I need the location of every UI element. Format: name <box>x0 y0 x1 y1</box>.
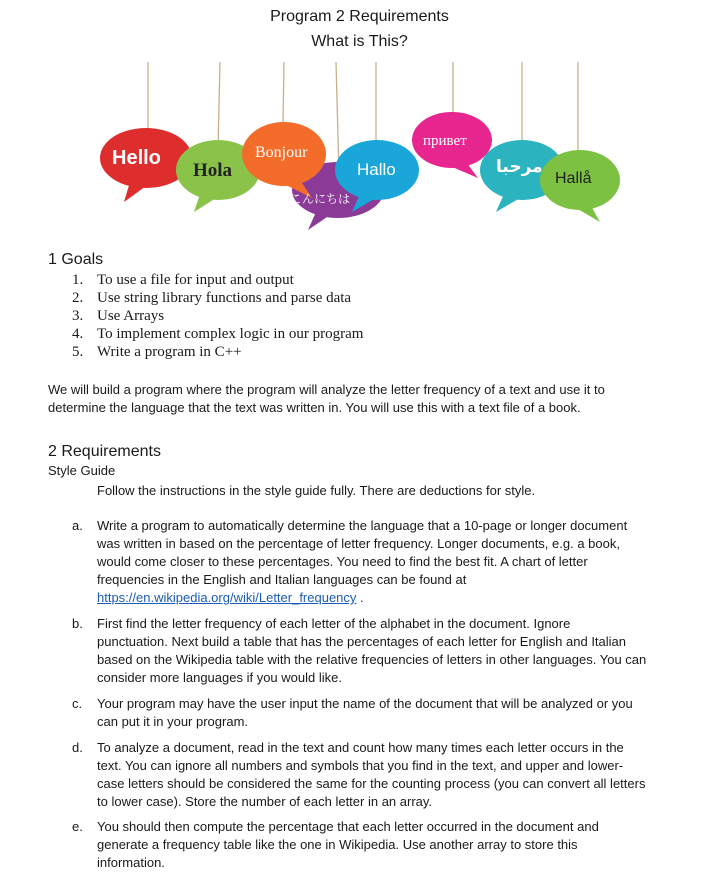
style-guide-label: Style Guide <box>48 463 116 478</box>
text-line: You should then compute the percentage that each letter occurred in the document and <box>97 819 599 834</box>
bubble-string <box>283 62 284 124</box>
item-letter: d. <box>72 740 83 755</box>
bubble-label-halla: Hallå <box>555 170 592 187</box>
list-number: 4. <box>72 326 84 342</box>
goals-heading: 1 Goals <box>48 251 104 268</box>
text-line: can put it in your program. <box>97 714 249 729</box>
requirement-item <box>72 517 672 607</box>
text-line: determine the language that the text was written in. You will use this with a text file of a book. <box>48 400 581 415</box>
bubble-label-marhaba: مرحبا <box>496 157 543 176</box>
list-text: Use Arrays <box>97 308 165 324</box>
list-text: Write a program in C++ <box>97 344 242 360</box>
item-letter: a. <box>72 518 83 533</box>
link-suffix: . <box>356 590 364 605</box>
text-line: case letters should be considered the same for the counting process (you can convert all letters <box>97 776 646 791</box>
goals-list <box>72 271 363 361</box>
requirement-item <box>72 695 672 731</box>
item-letter: b. <box>72 616 83 631</box>
list-item <box>72 325 363 343</box>
intro-paragraph <box>48 381 688 417</box>
bubble-string <box>336 62 339 174</box>
list-number: 3. <box>72 308 84 324</box>
page-subtitle: What is This? <box>311 33 408 50</box>
list-number: 1. <box>72 272 84 288</box>
text-line: based on the Wikipedia table with the relative frequencies of letters in other languages. You can <box>97 652 647 667</box>
bubble-label-hola: Hola <box>193 160 233 181</box>
text-line: To analyze a document, read in the text and count how many times each letter occurs in the <box>97 740 624 755</box>
bubble-label-hello: Hello <box>112 147 161 169</box>
hello-bubbles-illustration <box>90 62 630 230</box>
text-line: First find the letter frequency of each letter of the alphabet in the document. Ignore <box>97 616 571 631</box>
text-line: punctuation. Next build a table that has the percentages of each letter for English and Italian <box>97 634 627 649</box>
requirements-heading: 2 Requirements <box>48 443 161 460</box>
letter-frequency-link[interactable]: https://en.wikipedia.org/wiki/Letter_frequency <box>97 590 357 605</box>
requirement-item <box>72 615 672 687</box>
item-letter: c. <box>72 696 83 711</box>
bubble-tail <box>308 212 330 230</box>
text-line: Your program may have the user input the name of the document that will be analyzed or you <box>97 696 633 711</box>
bubble-string <box>218 62 220 148</box>
bubble-label-konnichiwa: こんにちは <box>290 192 351 206</box>
list-text: To implement complex logic in our program <box>97 326 364 342</box>
text-line: We will build a program where the program will analyze the letter frequency of a text and use it to <box>48 382 605 397</box>
list-item <box>72 271 363 289</box>
text-line: consider more languages if you would like. <box>97 670 342 685</box>
item-letter: e. <box>72 819 83 834</box>
text-line: information. <box>97 855 165 870</box>
page-title: Program 2 Requirements <box>270 8 449 25</box>
list-number: 2. <box>72 290 84 306</box>
list-item <box>72 343 363 361</box>
requirement-item <box>72 739 672 811</box>
bubble-label-bonjour: Bonjour <box>255 144 308 161</box>
text-line: Write a program to automatically determine the language that a 10-page or longer document <box>97 518 628 533</box>
text-line: text. You can ignore all numbers and symbols that you find in the text, and upper and lower- <box>97 758 624 773</box>
list-item <box>72 289 363 307</box>
text-line: generate a frequency table like the one in Wikipedia. Use another array to store this <box>97 837 578 852</box>
text-line: would come closer to these percentages. You need to find the best fit. A chart of letter <box>97 554 588 569</box>
text-line: was written in based on the percentage of letter frequency. Longer documents, e.g. a book, <box>97 536 620 551</box>
style-guide-text: Follow the instructions in the style guide fully. There are deductions for style. <box>97 483 536 498</box>
requirement-item <box>72 818 672 872</box>
bubble-label-privet: привет <box>423 133 467 149</box>
list-text: Use string library functions and parse data <box>97 290 352 306</box>
text-line: to lower case). Store the number of each letter in an array. <box>97 794 433 809</box>
bubble-label-hallo: Hallo <box>357 160 396 179</box>
list-number: 5. <box>72 344 84 360</box>
list-text: To use a file for input and output <box>97 272 294 288</box>
text-line: frequencies in the English and Italian languages can be found at <box>97 572 467 587</box>
list-item <box>72 307 363 325</box>
